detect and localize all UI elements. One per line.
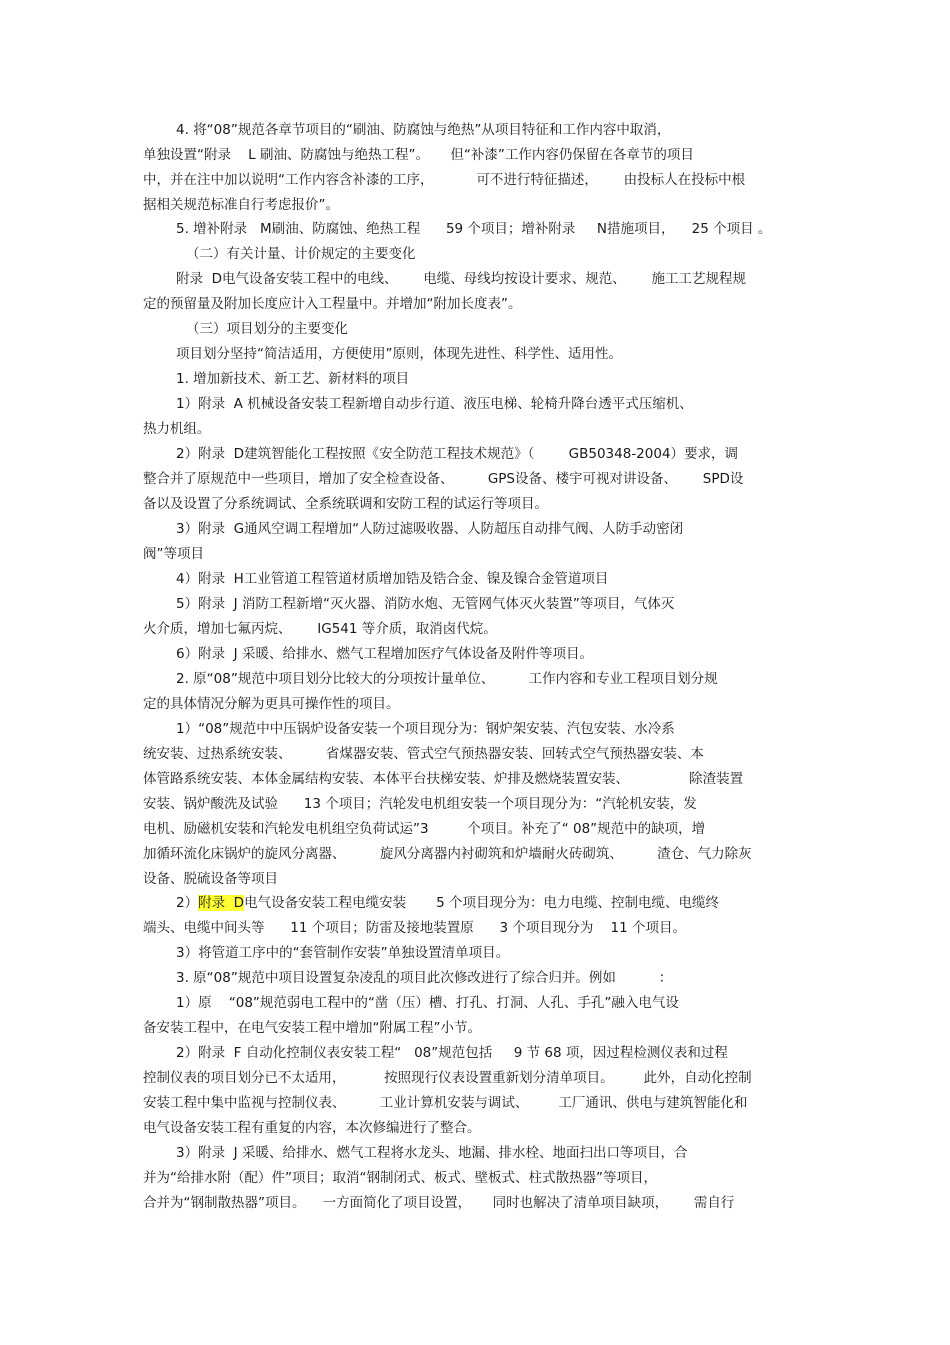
text-line: 电机、励磁机安装和汽轮发电机组空负荷试运”3 个项目。补充了“ 08”规范中的缺项，增 (143, 821, 706, 837)
text-line: 2. 原“08”规范中项目划分比较大的分项按计量单位、 工作内容和专业工程项目划分规 (176, 671, 718, 687)
text-line: 1）附录 A 机械设备安装工程新增自动步行道、液压电梯、轮椅升降台透平式压缩机、 (176, 396, 693, 412)
text-line: 3）将管道工序中的“套管制作安装”单独设置清单项目。 (176, 945, 510, 961)
text-line-highlighted (176, 894, 719, 912)
line-remainder: 电气设备安装工程电缆安装 5 个项目现分为：电力电缆、控制电缆、电缆终 (244, 895, 719, 911)
text-line: 备安装工程中，在电气安装工程中增加“附属工程”小节。 (143, 1020, 481, 1036)
text-line: 3. 原“08”规范中项目设置复杂凌乱的项目此次修改进行了综合归并。例如 ： (176, 970, 673, 986)
text-line: 阀”等项目 (143, 546, 204, 562)
text-line: 1）“08”规范中中压锅炉设备安装一个项目现分为：钢炉架安装、汽包安装、水冷系 (176, 721, 675, 737)
text-line: 整合并了原规范中一些项目，增加了安全检查设备、 GPS设备、楼宇可视对讲设备、 SPD设 (143, 471, 744, 487)
text-line: 中，并在注中加以说明“工作内容含补漆的工序， 可不进行特征描述， 由投标人在投标中根 (143, 172, 746, 188)
section-heading: （二）有关计量、计价规定的主要变化 (186, 246, 416, 262)
text-line: 项目划分坚持“简洁适用，方便使用”原则，体现先进性、科学性、适用性。 (176, 346, 622, 362)
text-line: 据相关规范标准自行考虑报价”。 (143, 197, 339, 213)
text-line: 安装工程中集中监视与控制仪表、 工业计算机安装与调试、 工厂通讯、供电与建筑智能化和 (143, 1095, 748, 1111)
text-line: 合并为“钢制散热器”项目。 一方面简化了项目设置， 同时也解决了清单项目缺项， 需自行 (143, 1195, 735, 1211)
text-line: 6）附录 J 采暖、给排水、燃气工程增加医疗气体设备及附件等项目。 (176, 646, 593, 662)
text-line: 4）附录 H工业管道工程管道材质增加锆及锆合金、镍及镍合金管道项目 (176, 571, 609, 587)
section-heading: （三）项目划分的主要变化 (186, 321, 348, 337)
text-line: 定的具体情况分解为更具可操作性的项目。 (143, 696, 400, 712)
text-line: 单独设置“附录 L 刷油、防腐蚀与绝热工程”。 但“补漆”工作内容仍保留在各章节的项目 (143, 147, 694, 163)
text-line: 并为“给排水附（配）件”项目；取消“钢制闭式、板式、壁板式、柱式散热器”等项目， (143, 1170, 657, 1186)
text-line: 体管路系统安装、本体金属结构安装、本体平台扶梯安装、炉排及燃烧装置安装、 除渣装置 (143, 771, 744, 787)
highlighted-text: 附录 D (198, 895, 245, 911)
text-line: 附录 D电气设备安装工程中的电线、 电缆、母线均按设计要求、规范、 施工工艺规程规 (176, 271, 746, 287)
text-line: 火介质，增加七氟丙烷、 IG541 等介质，取消卤代烷。 (143, 621, 497, 637)
text-line: 控制仪表的项目划分已不太适用， 按照现行仪表设置重新划分清单项目。 此外，自动化控制 (143, 1070, 752, 1086)
item-number: 2） (176, 895, 199, 911)
text-line: 4. 将“08”规范各章节项目的“刷油、防腐蚀与绝热”从项目特征和工作内容中取消， (176, 122, 671, 138)
text-line: 5. 增补附录 M刷油、防腐蚀、绝热工程 59 个项目；增补附录 N措施项目， 25 个项目 。 (176, 221, 772, 237)
text-line: 安装、锅炉酸洗及试验 13 个项目；汽轮发电机组安装一个项目现分为：“汽轮机安装，发 (143, 796, 697, 812)
text-line: 统安装、过热系统安装、 省煤器安装、管式空气预热器安装、回转式空气预热器安装、本 (143, 746, 704, 762)
text-line: 端头、电缆中间头等 11 个项目；防雷及接地装置原 3 个项目现分为 11 个项目。 (143, 920, 686, 936)
text-line: 设备、脱硫设备等项目 (143, 871, 278, 887)
text-line: 1）原 “08”规范弱电工程中的“凿（压）槽、打孔、打洞、人孔、手孔”融入电气设 (176, 995, 679, 1011)
text-line: 3）附录 G通风空调工程增加“人防过滤吸收器、人防超压自动排气阀、人防手动密闭 (176, 521, 684, 537)
text-line: 2）附录 D建筑智能化工程按照《安全防范工程技术规范》（ GB50348-2004）要求，调 (176, 446, 739, 462)
text-line: 3）附录 J 采暖、给排水、燃气工程将水龙头、地漏、排水栓、地面扫出口等项目，合 (176, 1145, 688, 1161)
text-line: 热力机组。 (143, 421, 211, 437)
text-line: 定的预留量及附加长度应计入工程量中。并增加“附加长度表”。 (143, 296, 522, 312)
text-line: 5）附录 J 消防工程新增“灭火器、消防水炮、无管网气体灭火装置”等项目，气体灭 (176, 596, 675, 612)
text-line: 加循环流化床锅炉的旋风分离器、 旋风分离器内衬砌筑和炉墙耐火砖砌筑、 渣仓、气力除灰 (143, 846, 752, 862)
text-line: 1. 增加新技术、新工艺、新材料的项目 (176, 371, 410, 387)
text-line: 电气设备安装工程有重复的内容，本次修编进行了整合。 (143, 1120, 481, 1136)
text-line: 备以及设置了分系统调试、全系统联调和安防工程的试运行等项目。 (143, 496, 548, 512)
text-line: 2）附录 F 自动化控制仪表安装工程“ 08”规范包括 9 节 68 项，因过程检测仪表和过程 (176, 1045, 728, 1061)
